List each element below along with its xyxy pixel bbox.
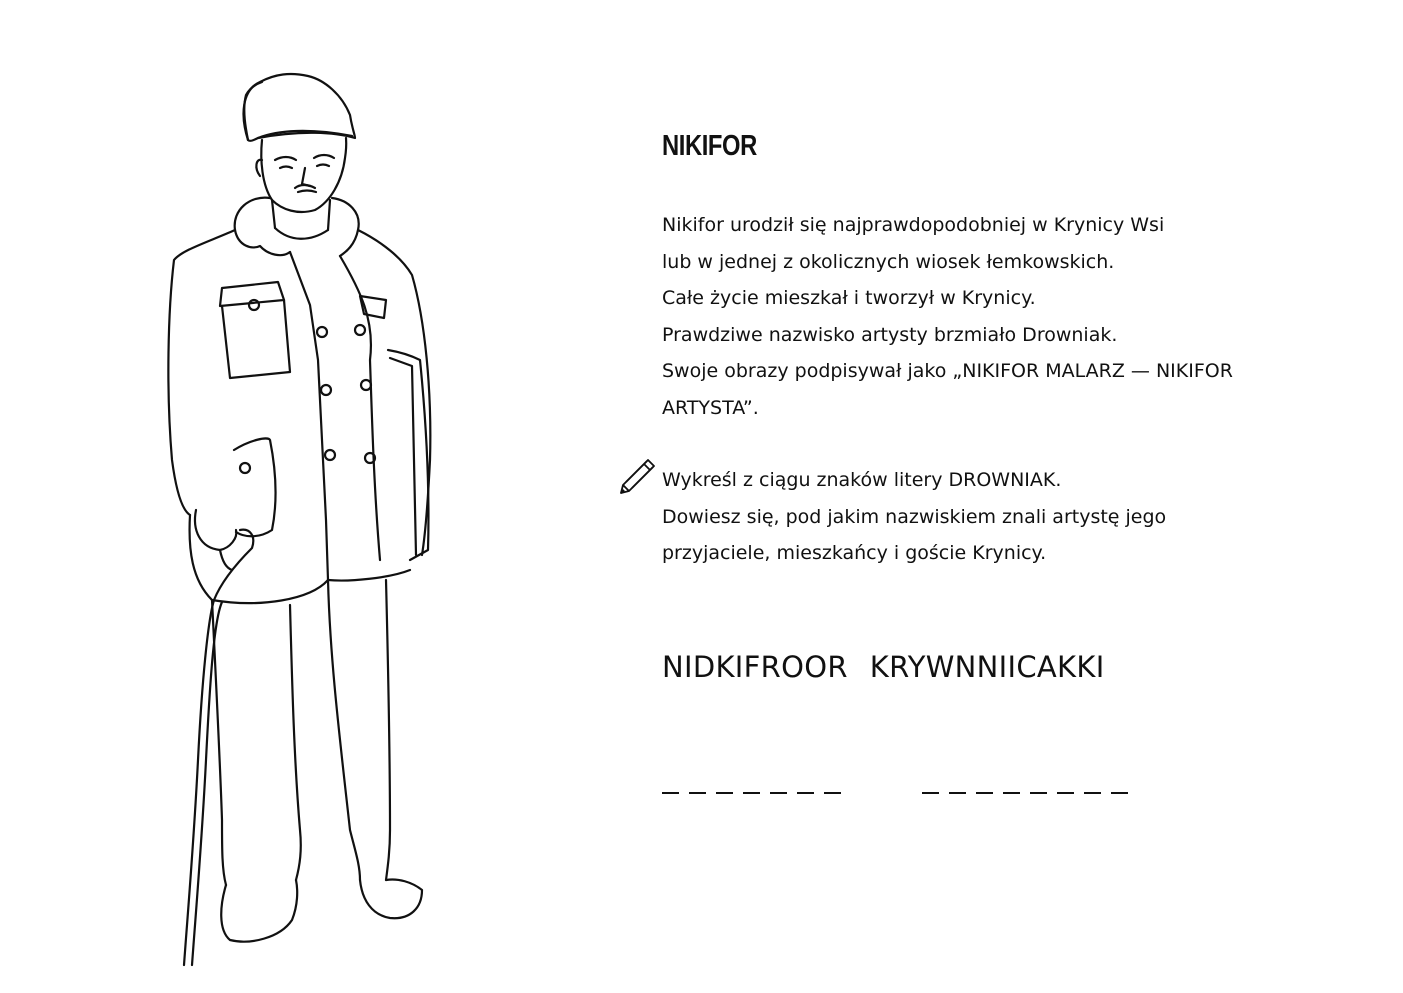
answer-blank: [662, 770, 679, 794]
answer-blank: [1030, 770, 1047, 794]
answer-blanks: [662, 770, 1362, 810]
task-instructions: [662, 462, 1302, 572]
task-line: Wykreśl z ciągu znaków litery DROWNIAK.: [662, 469, 1062, 491]
answer-blank: [949, 770, 966, 794]
page-title: NIKIFOR: [662, 130, 757, 162]
answer-blank: [1057, 770, 1074, 794]
bio-line: Prawdziwe nazwisko artysty brzmiało Drowniak.: [662, 323, 1118, 346]
bio-line: Swoje obrazy podpisywał jako „NIKIFOR MALARZ — NIKIFOR: [662, 360, 1233, 383]
bio-line: Całe życie mieszkał i tworzył w Krynicy.: [662, 287, 1036, 310]
answer-blank: [1111, 770, 1128, 794]
letter-puzzle: [662, 650, 1105, 684]
puzzle-word-2: KRYWNNIICAKKI: [869, 650, 1105, 684]
pencil-icon: [616, 456, 658, 498]
answer-blank: [770, 770, 787, 794]
bio-line: ARTYSTA”.: [662, 396, 759, 419]
task-line: przyjaciele, mieszkańcy i goście Krynicy.: [662, 542, 1047, 565]
answer-blank: [922, 770, 939, 794]
puzzle-word-1: NIDKIFROOR: [662, 650, 848, 684]
answer-blank: [1084, 770, 1101, 794]
bio-line: lub w jednej z okolicznych wiosek łemkowskich.: [662, 250, 1115, 273]
answer-blank: [1003, 770, 1020, 794]
task-line: Dowiesz się, pod jakim nazwiskiem znali artystę jego: [662, 505, 1167, 528]
answer-blank: [976, 770, 993, 794]
answer-word-2-blanks: [922, 770, 1128, 794]
answer-blank: [824, 770, 841, 794]
answer-blank: [689, 770, 706, 794]
answer-word-1-blanks: [662, 770, 841, 794]
bio-line: Nikifor urodził się najprawdopodobniej w Krynicy Wsi: [662, 214, 1165, 236]
answer-blank: [743, 770, 760, 794]
answer-blank: [797, 770, 814, 794]
nikifor-illustration: [150, 60, 450, 975]
biography-paragraph: [662, 207, 1302, 427]
answer-blank: [716, 770, 733, 794]
